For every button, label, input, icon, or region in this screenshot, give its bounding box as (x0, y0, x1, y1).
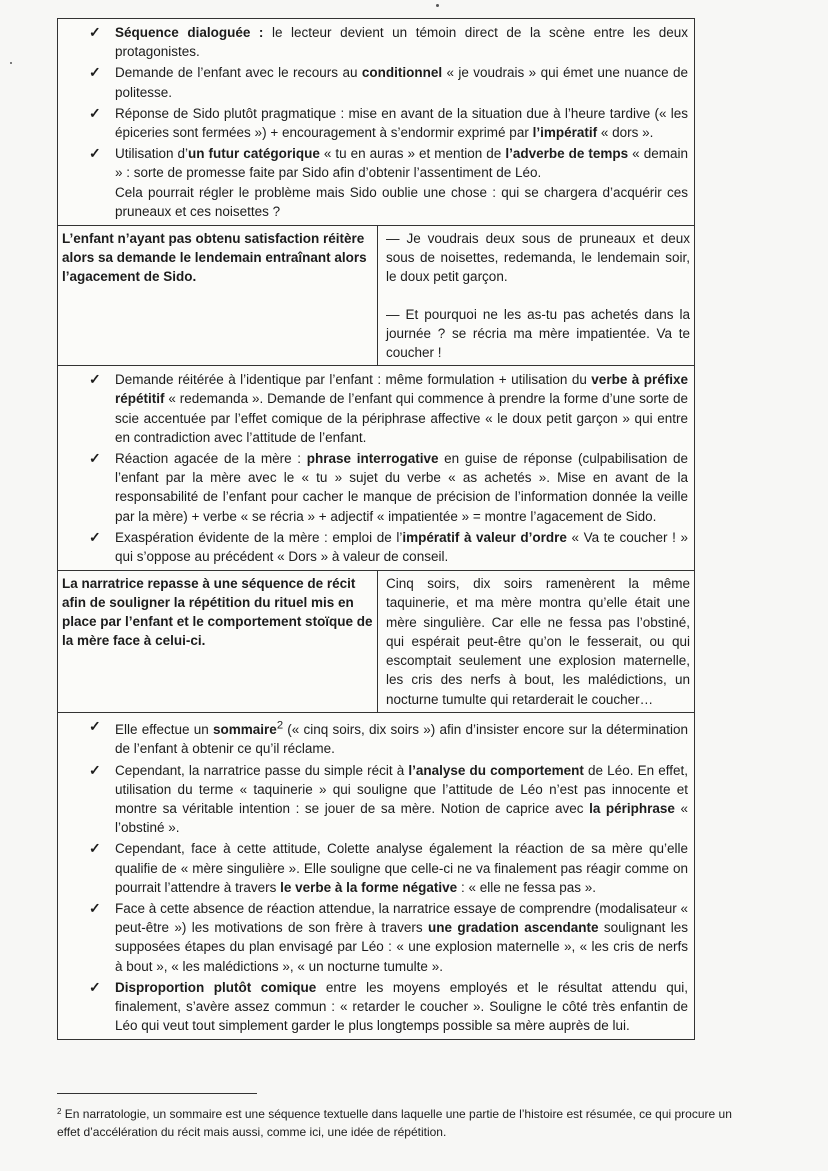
checklist-text: Utilisation d’un futur catégorique « tu en auras » et mention de l’adverbe de temps « demain » : sorte de promesse faite par Sido afin d’obtenir l’assentiment de Léo. Cela pourrait régler le problème mais Sido oublie une chose : qui se chargera d’acquérir ces pruneaux et ces noisettes ? (115, 146, 688, 219)
checklist-text: Disproportion plutôt comique entre les moyens employés et le résultat attendu qui, finalement, s’avère assez commun : « retarder le coucher ». Souligne le côté très enfantin de Léo qui veut tout simplement garder le plus longtemps possible sa mère auprès de lui. (115, 979, 688, 1034)
scan-speck (10, 62, 12, 64)
checklist-text: Cependant, face à cette attitude, Colette analyse également la réaction de sa mère qu’elle qualifie de « mère singulière ». Elle souligne que celle-ci ne va finalement pas réagir comme on pourrait l’attendre à travers le verbe à la forme négative : « elle ne fessa pas ». (115, 841, 688, 895)
table-row-ritual (58, 570, 694, 711)
analysis-block-summary (58, 712, 694, 1040)
checklist (58, 19, 694, 225)
checkmark-icon: ✓ (89, 64, 101, 81)
checklist (58, 713, 694, 1040)
checkmark-icon: ✓ (89, 104, 101, 121)
checklist-item (89, 23, 688, 61)
checklist-item (89, 104, 688, 142)
scan-speck (436, 4, 439, 7)
checkmark-icon: ✓ (89, 450, 101, 467)
checklist-text: Séquence dialoguée : le lecteur devient un témoin direct de la scène entre les deux protagonistes. (115, 25, 688, 60)
footnote-separator (57, 1093, 257, 1094)
checkmark-icon: ✓ (89, 840, 101, 857)
checklist-text: Elle effectue un sommaire$^2$ (« cinq soirs, dix soirs ») afin d’insister encore sur la détermination de l’enfant à obtenir ce qu’il réclame. (115, 719, 688, 757)
table-row-second-request (58, 225, 694, 365)
checkmark-icon: ✓ (89, 371, 101, 388)
checklist-item (89, 839, 688, 897)
checklist-item (89, 63, 688, 101)
footnote (57, 1105, 737, 1141)
checklist-text: Face à cette absence de réaction attendue, la narratrice essaye de comprendre (modalisateur « peut-être ») les motivations de son frère à travers une gradation ascendante soulignant les supposées étapes du plan envisagé par Léo : « une explosion maternelle », « les cris de nerfs à bout », « les malédictions », « un nocturne tumulte ». (115, 901, 688, 974)
checklist-text: Réponse de Sido plutôt pragmatique : mise en avant de la situation due à l’heure tardive (« les épiceries sont fermées ») + encouragement à s’endormir exprimé par l’impératif « dors ». (115, 105, 688, 141)
quotation-paragraph: — Je voudrais deux sous de pruneaux et deux sous de noisettes, redemanda, le lendemain soir, le doux petit garçon. (386, 231, 690, 285)
quotation-paragraph: Cinq soirs, dix soirs ramenèrent la même taquinerie, et ma mère montra qu’elle était une mère singulière. Car elle ne fessa pas l’obstiné, qui espérait peut-être qu’on le fesserait, ou qui escomptait seulement une explosion maternelle, les cris des nerfs à bout, les malédictions, un nocturne tumulte qui retarderait le coucher… (386, 576, 690, 707)
checklist-item (89, 717, 688, 759)
checklist-text: Réaction agacée de la mère : phrase interrogative en guise de réponse (culpabilisation de l’enfant par la mère avec le « tu » sujet du verbe « as achetés ». Mise en avant de la responsabilité de l’enfant pour cacher le manque de précision de l’information donnée la veille par la mère) + verbe « se récria » + adjectif « impatientée » = montre l’agacement de Sido. (115, 451, 688, 524)
checklist-item (89, 978, 688, 1036)
commentary-cell: L’enfant n’ayant pas obtenu satisfaction réitère alors sa demande le lendemain entraînant alors l’agacement de Sido. (58, 226, 378, 365)
checklist-item (89, 144, 688, 221)
checkmark-icon: ✓ (89, 24, 101, 40)
footnote-text: En narratologie, un sommaire est une séquence textuelle dans laquelle une partie de l’histoire est résumée, ce qui procure un effet d’accélération du récit mais aussi, comme ici, une idée de répétition. (57, 1107, 732, 1139)
checklist-item (89, 899, 688, 976)
analysis-table (57, 18, 695, 1040)
checklist-text: Demande de l’enfant avec le recours au conditionnel « je voudrais » qui émet une nuance de politesse. (115, 65, 688, 100)
checkmark-icon: ✓ (89, 145, 101, 162)
quotation-cell (378, 226, 694, 365)
checklist-item (89, 449, 688, 526)
quotation-paragraph: — Et pourquoi ne les as-tu pas achetés dans la journée ? se récria ma mère impatientée. Va te coucher ! (386, 306, 690, 361)
checklist-item (89, 761, 688, 838)
checkmark-icon: ✓ (89, 528, 101, 545)
commentary-cell: La narratrice repasse à une séquence de récit afin de souligner la répétition du rituel mis en place par l’enfant et le comportement stoïque de la mère face à celui-ci. (58, 571, 378, 711)
analysis-block-reaction (58, 365, 694, 570)
checkmark-icon: ✓ (89, 761, 101, 778)
checklist-text: Cependant, la narratrice passe du simple récit à l’analyse du comportement de Léo. En effet, utilisation du terme « taquinerie » qui souligne que l’attitude de Léo n’est pas innocente et montre sa véritable intention : se jouer de sa mère. Notion de caprice avec la périphrase « l’obstiné ». (115, 762, 688, 836)
checkmark-icon: ✓ (89, 978, 101, 995)
analysis-block-dialogue (58, 19, 694, 225)
footnote-mark: 2 (57, 1107, 62, 1116)
checklist-text: Exaspération évidente de la mère : emploi de l’impératif à valeur d’ordre « Va te coucher ! » qui s’oppose au précédent « Dors » à valeur de conseil. (115, 529, 688, 565)
checkmark-icon: ✓ (89, 900, 101, 917)
checklist-item (89, 370, 689, 447)
checklist-item (89, 528, 688, 566)
checkmark-icon: ✓ (89, 717, 101, 734)
quotation-cell (378, 571, 694, 711)
checklist-text: Demande réitérée à l’identique par l’enfant : même formulation + utilisation du verbe à préfixe répétitif « redemanda ». Demande de l’enfant qui commence à prendre la forme d’une sorte de scie accentuée par l’effet comique de la périphrase affective « le doux petit garçon » qui entre en contradiction avec l’attitude de l’enfant. (115, 372, 689, 445)
checklist (58, 366, 694, 570)
